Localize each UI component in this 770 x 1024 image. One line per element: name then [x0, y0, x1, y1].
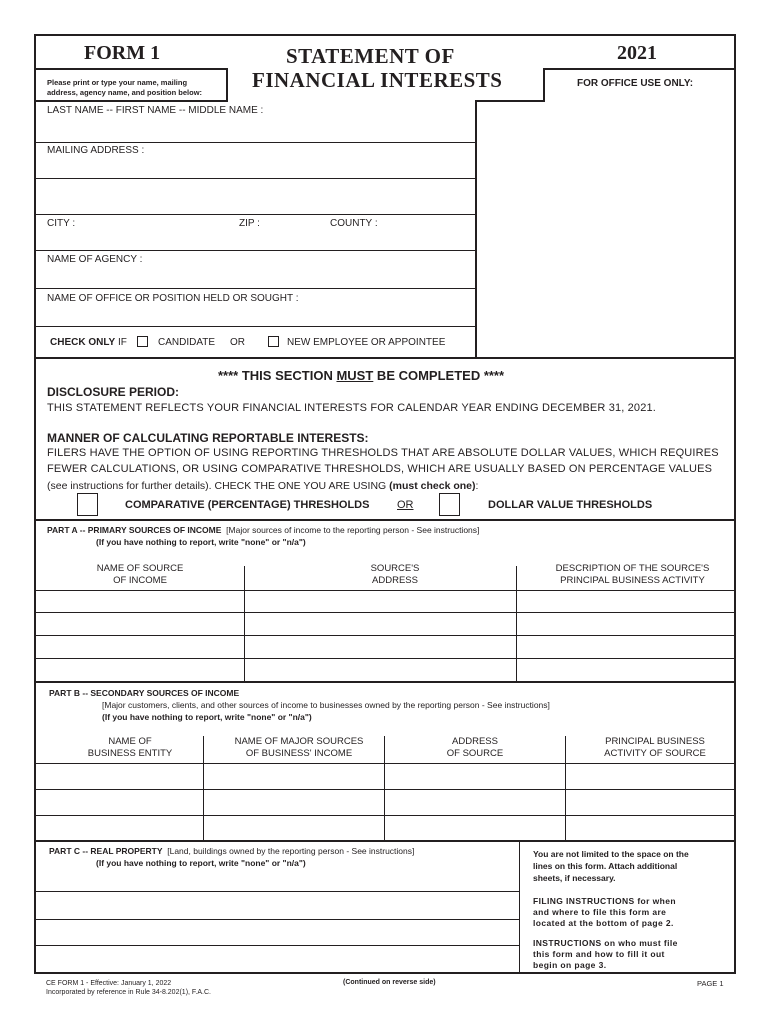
or-text: OR	[397, 499, 414, 511]
part-c-title: PART C -- REAL PROPERTY [Land, buildings owned by the reporting person - See instructions]	[49, 846, 415, 856]
part-a-row[interactable]	[36, 636, 735, 658]
name-label: LAST NAME -- FIRST NAME -- MIDDLE NAME :	[47, 105, 264, 116]
part-b-col-entity-header: NAME OF BUSINESS ENTITY	[87, 736, 173, 759]
new-employee-checkbox[interactable]	[268, 336, 279, 347]
position-label: NAME OF OFFICE OR POSITION HELD OR SOUGHT :	[47, 293, 299, 304]
mailing-address-field[interactable]	[36, 156, 474, 178]
part-b-col-activity-header: PRINCIPAL BUSINESS ACTIVITY OF SOURCE	[604, 736, 706, 759]
office-use-field	[477, 102, 734, 358]
part-b-row[interactable]	[36, 790, 735, 815]
divider	[36, 519, 735, 521]
or-text: OR	[230, 337, 245, 348]
part-b-col-address-header: ADDRESS OF SOURCE	[446, 736, 504, 759]
county-label: COUNTY :	[330, 218, 378, 229]
divider	[226, 68, 228, 102]
zip-label: ZIP :	[239, 218, 260, 229]
new-employee-label: NEW EMPLOYEE OR APPOINTEE	[287, 337, 446, 348]
form-instructions: Please print or type your name, mailing address, agency name, and position below:	[47, 78, 203, 97]
part-b-title: PART B -- SECONDARY SOURCES OF INCOME	[49, 688, 240, 698]
divider	[36, 288, 476, 289]
form-number: FORM 1	[84, 42, 161, 64]
manner-text-line1: FILERS HAVE THE OPTION OF USING REPORTING THRESHOLDS THAT ARE ABSOLUTE DOLLAR VALUES, WHICH REQUIRES	[47, 447, 719, 459]
candidate-checkbox[interactable]	[137, 336, 148, 347]
form-title-line2: FINANCIAL INTERESTS	[252, 68, 503, 92]
office-use-label: FOR OFFICE USE ONLY:	[577, 78, 694, 89]
divider	[36, 681, 735, 683]
part-a-col-activity-header: DESCRIPTION OF THE SOURCE'S PRINCIPAL BUSINESS ACTIVITY	[555, 563, 710, 586]
mailing-address-field-2[interactable]	[36, 179, 474, 214]
divider	[36, 250, 476, 251]
disclosure-text: THIS STATEMENT REFLECTS YOUR FINANCIAL INTERESTS FOR CALENDAR YEAR ENDING DECEMBER 31, 2021.	[47, 402, 656, 414]
comparative-checkbox[interactable]	[77, 493, 98, 516]
who-must-file-note: INSTRUCTIONS on who must file this form and how to fill it out begin on page 3.	[533, 938, 678, 970]
attach-sheets-note: You are not limited to the space on the lines on this form. Attach additional sheets, if necessary.	[533, 849, 689, 883]
candidate-label: CANDIDATE	[158, 337, 216, 348]
part-c-row[interactable]	[36, 920, 519, 945]
mailing-address-label: MAILING ADDRESS :	[47, 145, 145, 156]
part-b-row[interactable]	[36, 764, 735, 789]
manner-text-line3: (see instructions for further details). CHECK THE ONE YOU ARE USING (must check one):	[47, 480, 479, 492]
position-field[interactable]	[36, 304, 474, 326]
part-c-row[interactable]	[36, 946, 519, 973]
part-a-row[interactable]	[36, 613, 735, 635]
part-c-row[interactable]	[36, 892, 519, 919]
divider	[36, 214, 476, 215]
divider	[36, 840, 735, 842]
part-b-none-note: (If you have nothing to report, write "none" or "n/a")	[102, 712, 312, 722]
continued-note: (Continued on reverse side)	[343, 979, 436, 986]
must-complete-heading: **** THIS SECTION MUST BE COMPLETED ****	[218, 368, 505, 383]
divider	[543, 68, 545, 102]
part-b-note: [Major customers, clients, and other sources of income to businesses owned by the reporting person - See instructions]	[102, 700, 550, 710]
part-a-col-name-header: NAME OF SOURCE OF INCOME	[96, 563, 184, 586]
dollar-label: DOLLAR VALUE THRESHOLDS	[488, 499, 653, 511]
form-title-line1: STATEMENT OF	[286, 44, 455, 68]
form-year: 2021	[617, 42, 657, 64]
divider	[36, 326, 476, 327]
part-a-row[interactable]	[36, 591, 735, 612]
divider	[36, 357, 735, 359]
manner-text-line2: FEWER CALCULATIONS, OR USING COMPARATIVE THRESHOLDS, WHICH ARE USUALLY BASED ON PERCENTAGE VALUES	[47, 463, 713, 475]
part-a-col-address-header: SOURCE'S ADDRESS	[370, 563, 420, 586]
divider	[36, 68, 228, 70]
comparative-label: COMPARATIVE (PERCENTAGE) THRESHOLDS	[125, 499, 370, 511]
dollar-checkbox[interactable]	[439, 493, 460, 516]
divider	[543, 68, 735, 70]
form-id: CE FORM 1 - Effective: January 1, 2022 Incorporated by reference in Rule 34-8.202(1), F.A.C.	[46, 980, 211, 996]
part-c-row[interactable]	[36, 870, 519, 891]
disclosure-heading: DISCLOSURE PERIOD:	[47, 385, 180, 399]
city-zip-county-field[interactable]	[36, 229, 474, 250]
check-only-text: CHECK ONLY IF	[50, 337, 127, 348]
part-a-title: PART A -- PRIMARY SOURCES OF INCOME [Major sources of income to the reporting person - See instructions]	[47, 525, 480, 535]
city-label: CITY :	[47, 218, 76, 229]
manner-heading: MANNER OF CALCULATING REPORTABLE INTERESTS:	[47, 431, 369, 445]
part-c-none-note: (If you have nothing to report, write "none" or "n/a")	[96, 858, 306, 868]
divider	[36, 100, 228, 102]
part-b-col-sources-header: NAME OF MAJOR SOURCES OF BUSINESS' INCOME	[234, 736, 364, 759]
agency-label: NAME OF AGENCY :	[47, 254, 143, 265]
name-field[interactable]	[36, 116, 474, 142]
divider	[519, 841, 520, 974]
divider	[36, 142, 476, 143]
part-a-none-note: (If you have nothing to report, write "none" or "n/a")	[96, 537, 306, 547]
part-a-row[interactable]	[36, 659, 735, 681]
page-number: PAGE 1	[697, 979, 724, 988]
part-b-row[interactable]	[36, 816, 735, 840]
agency-field[interactable]	[36, 265, 474, 288]
filing-instructions-note: FILING INSTRUCTIONS for when and where to file this form are located at the bottom of page 2.	[533, 896, 676, 928]
